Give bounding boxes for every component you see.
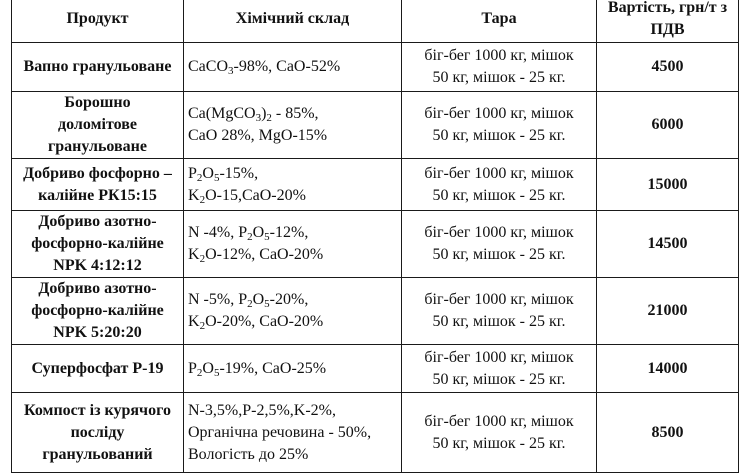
product-cell-line: гранульоване: [48, 138, 147, 155]
composition-cell-line: $P_2O_5-19\%$, CaO-25%: [188, 359, 327, 379]
header-packaging: Тара: [402, 0, 597, 43]
packaging-cell-line: біг-бег 1000 кг, мішок: [424, 164, 574, 182]
packaging-cell: [402, 159, 597, 211]
product-cell: [12, 43, 184, 92]
composition-cell-line: N -5%, $P_2O_5-20\%$,: [188, 291, 309, 310]
product-cell-line: доломітове: [58, 116, 137, 133]
composition-cell: [184, 211, 402, 278]
composition-cell-line: Вологість до 25%: [188, 445, 309, 463]
product-cell-line: Вапно гранульоване: [23, 58, 172, 75]
price-cell: 14500: [597, 211, 739, 278]
composition-cell: [184, 393, 402, 473]
composition-cell-line: CaCO$_3$-98%, CaO-52%: [188, 58, 341, 77]
table-row: [12, 278, 739, 345]
packaging-cell-line: біг-бег 1000 кг, мішок: [424, 348, 574, 366]
price-cell: 21000: [597, 278, 739, 345]
product-cell-line: Добриво фосфорно –: [23, 164, 172, 182]
packaging-cell-line: біг-бег 1000 кг, мішок: [424, 47, 574, 64]
header-product: Продукт: [12, 0, 184, 43]
price-cell: 15000: [597, 159, 739, 211]
product-cell-line: фосфорно-калійне: [31, 235, 164, 252]
packaging-cell-line: біг-бег 1000 кг, мішок: [424, 224, 574, 241]
packaging-cell-line: біг-бег 1000 кг, мішок: [424, 412, 574, 430]
composition-cell: [184, 92, 402, 159]
price-table: [11, 0, 739, 473]
product-cell-line: NPK 5:20:20: [53, 324, 142, 341]
product-cell: [12, 278, 184, 345]
header-price-line1: Вартість, грн/т з: [607, 0, 728, 16]
composition-cell: [184, 43, 402, 92]
header-composition: Хімічний склад: [184, 0, 402, 43]
product-cell: [12, 393, 184, 473]
packaging-cell: [402, 345, 597, 393]
table-row: [12, 159, 739, 211]
composition-cell: [184, 159, 402, 211]
packaging-cell-line: біг-бег 1000 кг, мішок: [424, 105, 574, 122]
packaging-cell-line: 50 кг, мішок - 25 кг.: [432, 246, 566, 263]
packaging-cell-line: біг-бег 1000 кг, мішок: [424, 291, 574, 308]
product-cell-line: Добриво азотно-: [38, 213, 157, 230]
packaging-cell-line: 50 кг, мішок - 25 кг.: [432, 313, 566, 330]
product-cell-line: Добриво азотно-: [38, 280, 157, 297]
product-cell-line: Компост із курячого: [24, 401, 171, 419]
product-cell: [12, 345, 184, 393]
header-price-line2: ПДВ: [650, 20, 685, 38]
composition-cell-line: CaO 28%, MgO-15%: [188, 127, 328, 144]
price-cell: 8500: [597, 393, 739, 473]
composition-cell-line: $K_2O-20\%$, CaO-20%: [188, 313, 324, 332]
product-cell: [12, 159, 184, 211]
product-cell: [12, 211, 184, 278]
product-cell-line: посліду: [70, 423, 125, 441]
price-cell: 4500: [597, 43, 739, 92]
packaging-cell-line: 50 кг, мішок - 25 кг.: [432, 186, 566, 204]
table-row: [12, 345, 739, 393]
packaging-cell: [402, 278, 597, 345]
table-row: [12, 92, 739, 159]
packaging-cell-line: 50 кг, мішок - 25 кг.: [432, 434, 566, 452]
table-row: [12, 211, 739, 278]
packaging-cell: [402, 43, 597, 92]
product-cell-line: NPK 4:12:12: [53, 257, 142, 274]
packaging-cell: [402, 92, 597, 159]
product-cell-line: Борошно: [64, 94, 131, 111]
header-price: [597, 0, 739, 43]
packaging-cell: [402, 393, 597, 473]
composition-cell-line: $K_2O-12\%$, CaO-20%: [188, 246, 324, 265]
product-cell-line: фосфорно-калійне: [31, 302, 164, 319]
packaging-cell-line: 50 кг, мішок - 25 кг.: [432, 127, 566, 144]
price-cell: 14000: [597, 345, 739, 393]
product-cell: [12, 92, 184, 159]
composition-cell-line: N-3,5%,P-2,5%,K-2%,: [188, 401, 336, 419]
composition-cell-line: Органічна речовина - 50%,: [188, 423, 372, 441]
composition-cell: [184, 278, 402, 345]
packaging-cell: [402, 211, 597, 278]
table-row: [12, 393, 739, 473]
product-cell-line: Суперфосфат Р-19: [31, 359, 164, 377]
packaging-cell-line: 50 кг, мішок - 25 кг.: [432, 69, 566, 86]
composition-cell-line: N -4%, $P_2O_5-12\%$,: [188, 224, 309, 243]
packaging-cell-line: 50 кг, мішок - 25 кг.: [432, 370, 566, 388]
product-cell-line: калійне РК15:15: [38, 186, 157, 204]
composition-cell-line: $K_2O-15,CaO-20\%$: [188, 186, 306, 206]
composition-cell: [184, 345, 402, 393]
product-cell-line: гранульований: [42, 445, 153, 463]
header-row: [12, 0, 739, 43]
composition-cell-line: $P_2O_5-15\%$,: [188, 164, 259, 184]
composition-cell-line: $Ca(MgCO_3)_2 - 85\%$,: [188, 105, 319, 124]
table-row: [12, 43, 739, 92]
price-cell: 6000: [597, 92, 739, 159]
